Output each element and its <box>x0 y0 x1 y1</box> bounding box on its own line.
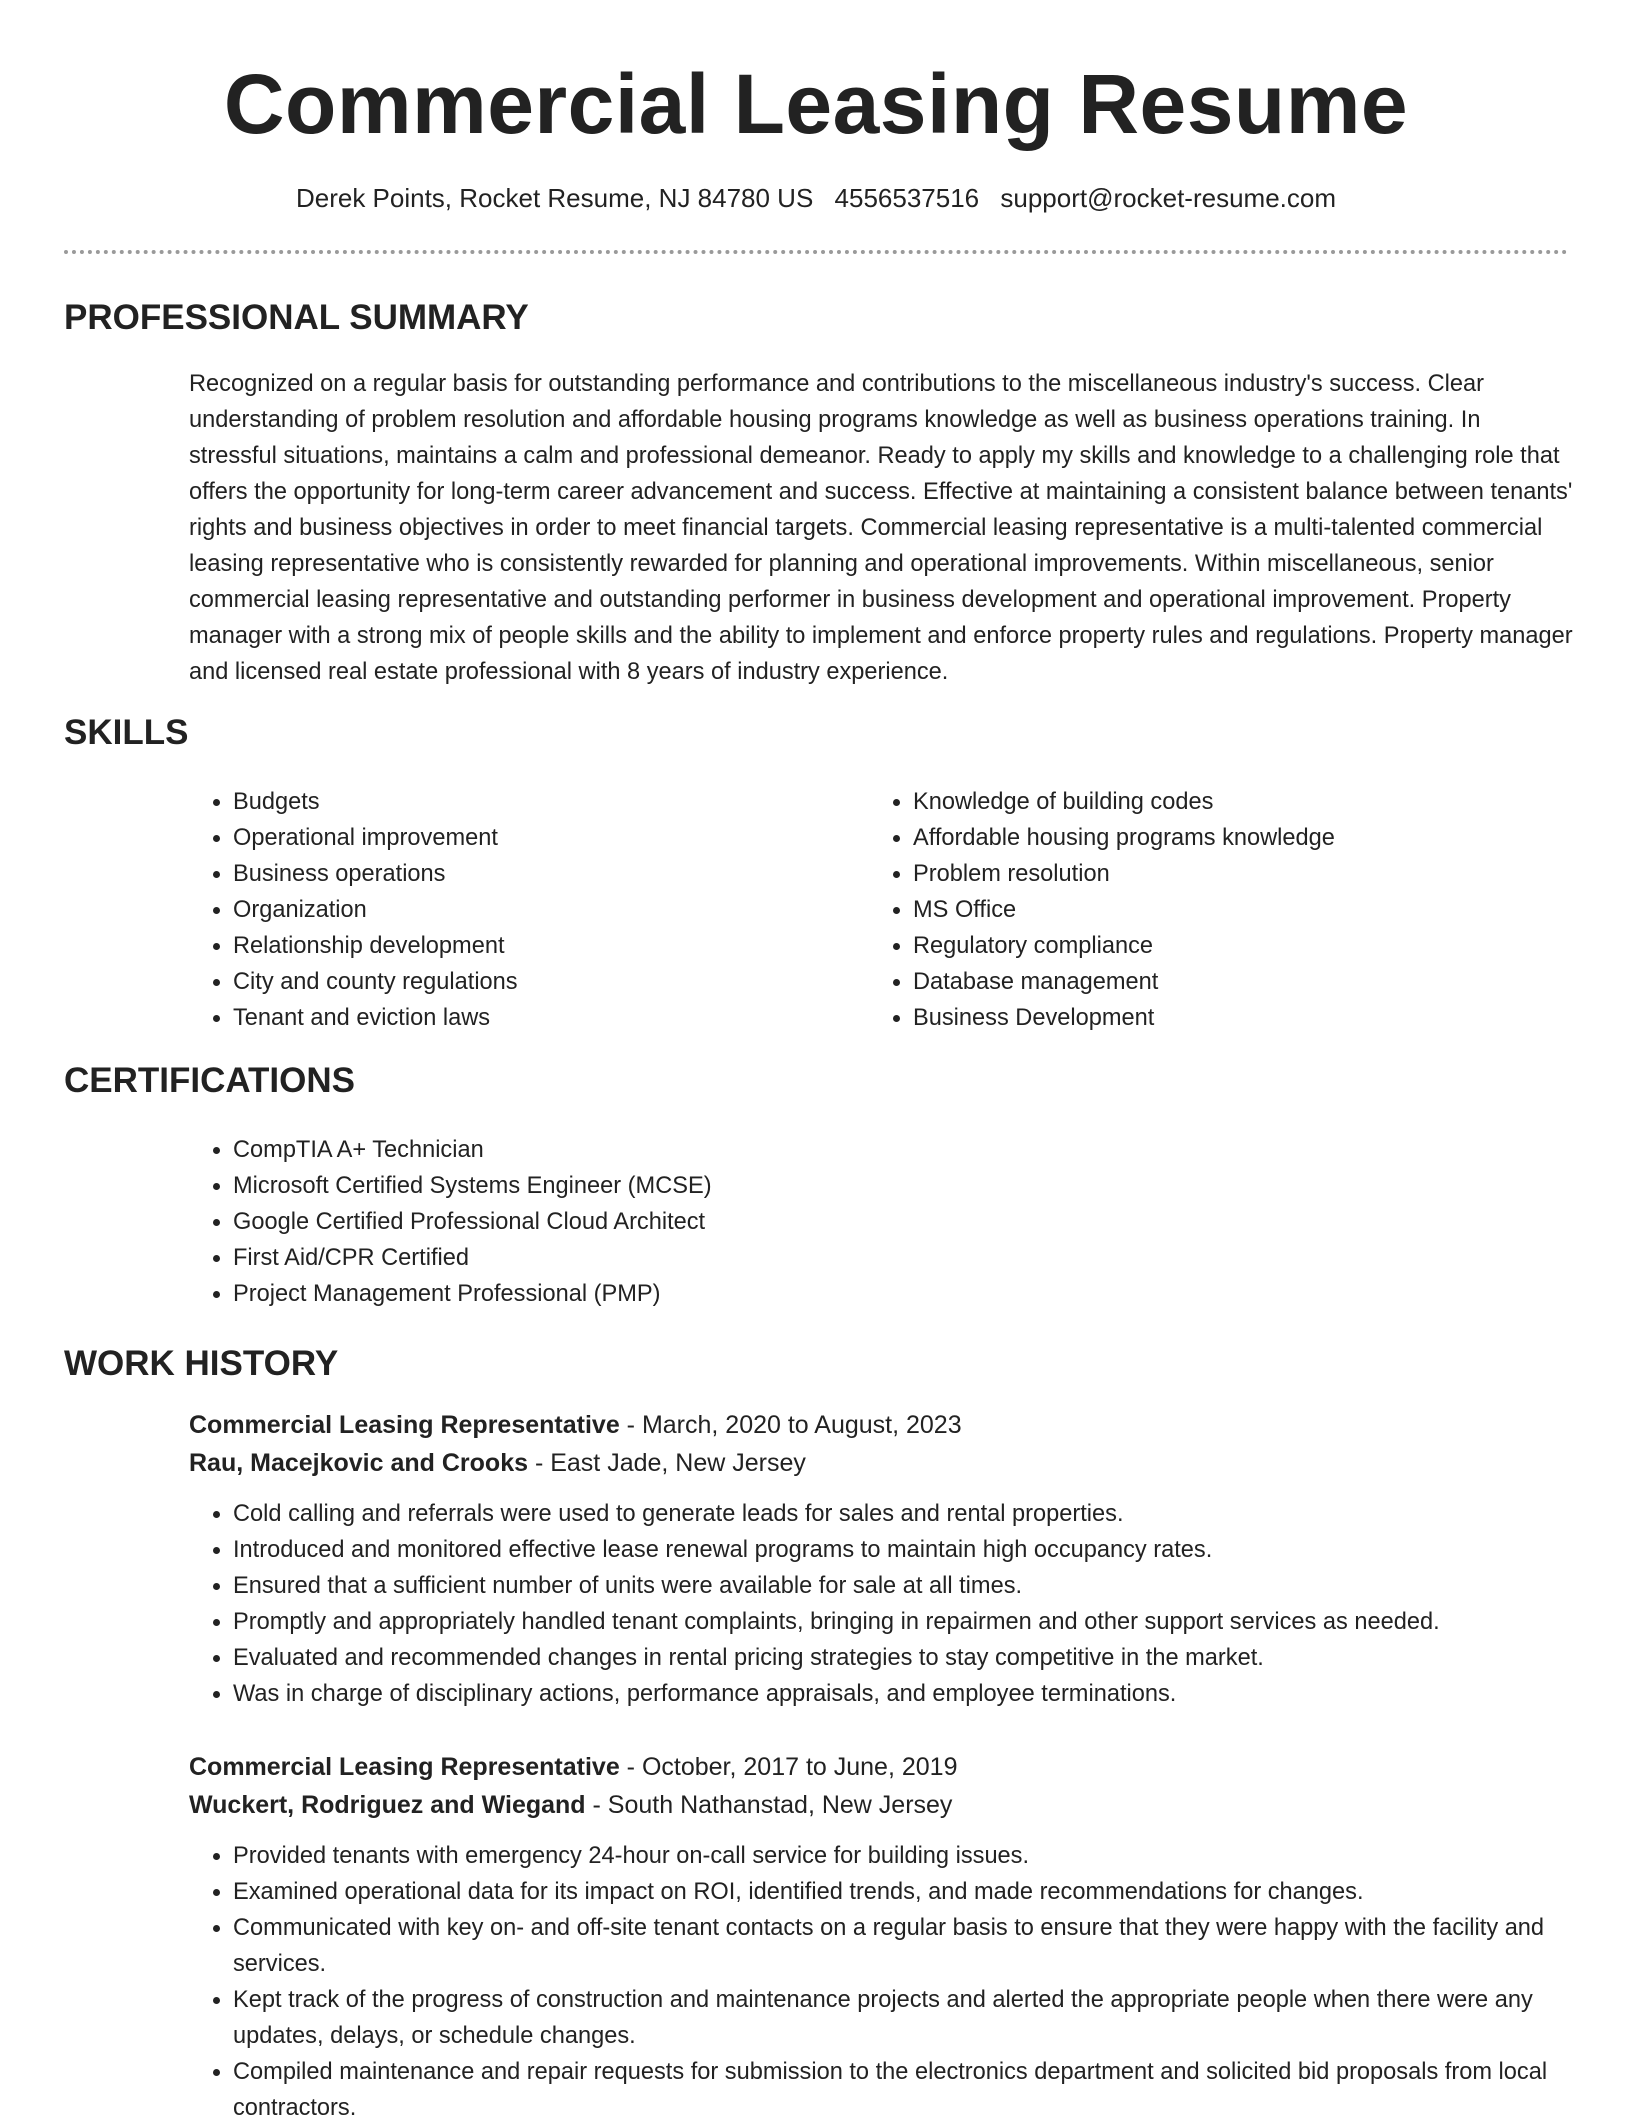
skill-item: • Problem resolution <box>913 856 1519 892</box>
job-location: - South Nathanstad, New Jersey <box>585 1791 953 1819</box>
resume-title: Commercial Leasing Resume <box>223 57 1409 151</box>
skill-item: • MS Office <box>913 892 1519 928</box>
job-dates: - October, 2017 to June, 2019 <box>619 1753 958 1781</box>
summary-heading: PROFESSIONAL SUMMARY <box>64 298 529 337</box>
job-location: - East Jade, New Jersey <box>528 1449 806 1477</box>
certification-item: • Project Management Professional (PMP) <box>233 1276 1089 1312</box>
job-duty: • Communicated with key on- and off-site tenant contacts on a regular basis to ensure that they were happy with the facility and services. <box>233 1910 1573 1982</box>
contact-line <box>64 180 1568 216</box>
job-title: Commercial Leasing Representative <box>189 1753 620 1781</box>
job-dates: - March, 2020 to August, 2023 <box>619 1411 962 1439</box>
skill-item: • Relationship development <box>233 928 789 964</box>
job-company: Wuckert, Rodriguez and Wiegand <box>189 1791 586 1819</box>
job-entry <box>189 1748 1573 2126</box>
job-entry <box>189 1406 1573 1712</box>
contact-address: Derek Points, Rocket Resume, NJ 84780 US <box>295 183 814 213</box>
job-duty: • Promptly and appropriately handled tenant complaints, bringing in repairmen and other support services as needed. <box>233 1604 1573 1640</box>
skill-item: • Affordable housing programs knowledge <box>913 820 1519 856</box>
skills-heading: SKILLS <box>64 713 189 752</box>
certification-item: • Google Certified Professional Cloud Architect <box>233 1204 1089 1240</box>
contact-email: support@rocket-resume.com <box>1000 183 1337 213</box>
job-title: Commercial Leasing Representative <box>189 1411 620 1439</box>
work-history-heading: WORK HISTORY <box>64 1344 339 1383</box>
contact-phone: 4556537516 <box>834 183 980 213</box>
skill-item: • City and county regulations <box>233 964 789 1000</box>
skill-item: • Knowledge of building codes <box>913 784 1519 820</box>
job-title-line <box>189 1406 1573 1444</box>
certification-item: • First Aid/CPR Certified <box>233 1240 1089 1276</box>
summary-text: Recognized on a regular basis for outstanding performance and contributions to the miscellaneous industry's success. Clear understanding of problem resolution and affordable housing programs knowledge as well as business operations training. In stressful situations, maintains a calm and professional demeanor. Ready to apply my skills and knowledge to a challenging role that offers the opportunity for long-term career advancement and success. Effective at maintaining a consistent balance between tenants' rights and business objectives in order to meet financial targets. Commercial leasing representative is a multi-talented commercial leasing representative who is consistently rewarded for planning and operational improvements. Within miscellaneous, senior commercial leasing representative and outstanding performer in business development and operational improvement. Property manager with a strong mix of people skills and the ability to implement and enforce property rules and regulations. Property manager and licensed real estate professional with 8 years of industry experience. <box>189 371 1573 685</box>
job-duty: • Cold calling and referrals were used to generate leads for sales and rental properties. <box>233 1496 1573 1532</box>
job-duties <box>189 1838 1573 2126</box>
job-duty: • Kept track of the progress of construction and maintenance projects and alerted the appropriate people when there were any updates, delays, or schedule changes. <box>233 1982 1573 2054</box>
certification-item: • Microsoft Certified Systems Engineer (MCSE) <box>233 1168 1089 1204</box>
job-duty: • Provided tenants with emergency 24-hour on-call service for building issues. <box>233 1838 1573 1874</box>
skills-list-right <box>869 784 1519 1036</box>
skill-item: • Regulatory compliance <box>913 928 1519 964</box>
certifications-list <box>189 1132 1089 1312</box>
job-duty: • Examined operational data for its impact on ROI, identified trends, and made recommendations for changes. <box>233 1874 1573 1910</box>
job-company-line <box>189 1786 1573 1824</box>
job-company: Rau, Macejkovic and Crooks <box>189 1449 529 1477</box>
skill-item: • Database management <box>913 964 1519 1000</box>
job-title-line <box>189 1748 1573 1786</box>
certification-item: • CompTIA A+ Technician <box>233 1132 1089 1168</box>
job-duties <box>189 1496 1573 1712</box>
skill-item: • Budgets <box>233 784 789 820</box>
skill-item: • Tenant and eviction laws <box>233 1000 789 1036</box>
job-duty: • Was in charge of disciplinary actions, performance appraisals, and employee terminations. <box>233 1676 1573 1712</box>
skills-list-left <box>189 784 789 1036</box>
job-company-line <box>189 1444 1573 1482</box>
header-divider <box>64 250 1568 254</box>
skill-item: • Organization <box>233 892 789 928</box>
skill-item: • Operational improvement <box>233 820 789 856</box>
job-duty: • Introduced and monitored effective lease renewal programs to maintain high occupancy rates. <box>233 1532 1573 1568</box>
skill-item: • Business Development <box>913 1000 1519 1036</box>
job-duty: • Ensured that a sufficient number of units were available for sale at all times. <box>233 1568 1573 1604</box>
certifications-heading: CERTIFICATIONS <box>64 1061 356 1100</box>
job-duty: • Compiled maintenance and repair requests for submission to the electronics department and solicited bid proposals from local contractors. <box>233 2054 1573 2126</box>
skill-item: • Business operations <box>233 856 789 892</box>
job-duty: • Evaluated and recommended changes in rental pricing strategies to stay competitive in the market. <box>233 1640 1573 1676</box>
